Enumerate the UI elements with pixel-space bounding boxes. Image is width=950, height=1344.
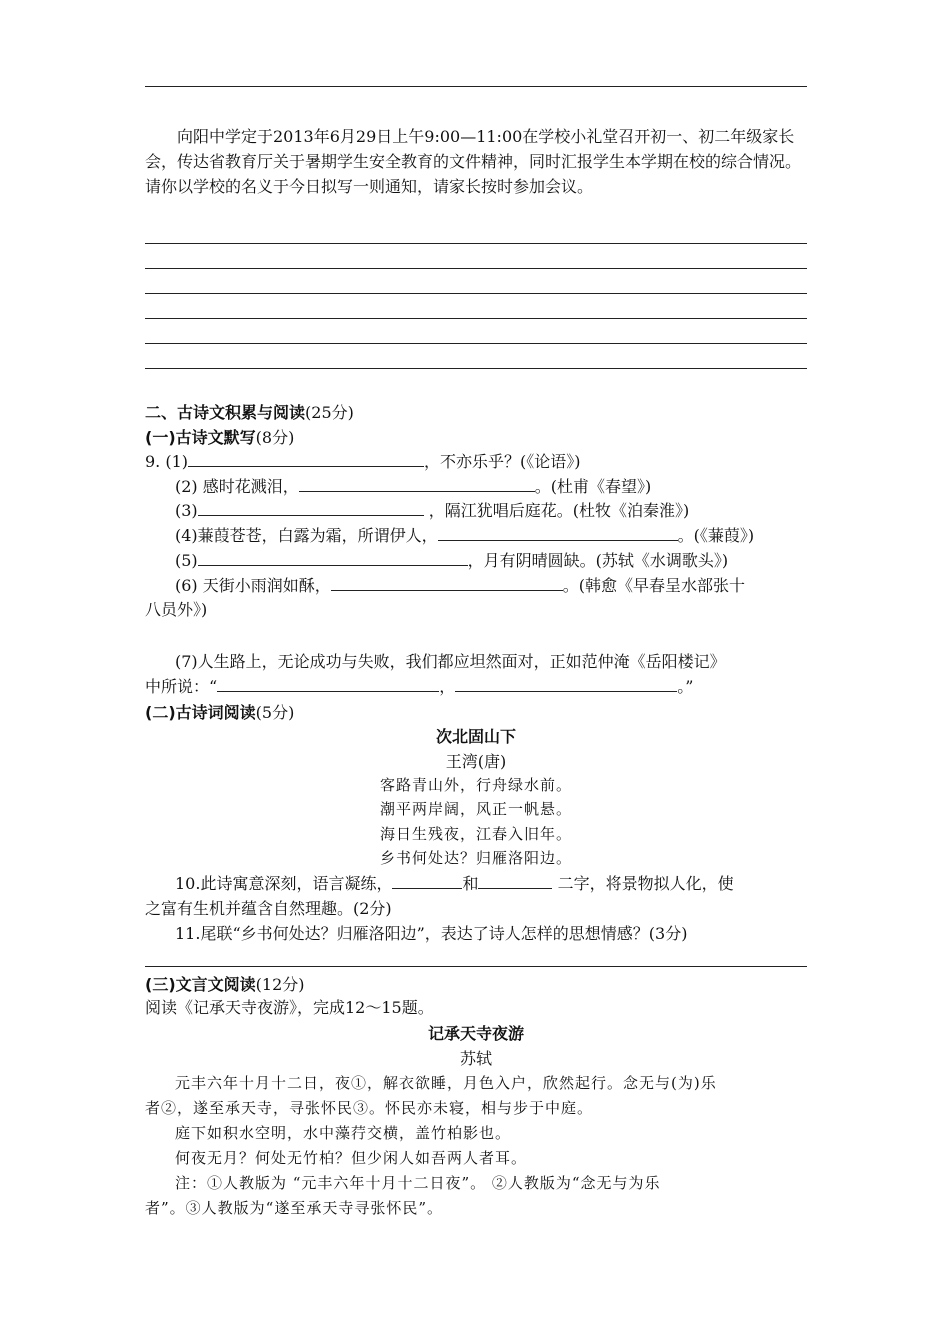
fill-blank[interactable] — [198, 549, 468, 566]
section-2-heading: 二、古诗文积累与阅读(25分) — [145, 403, 354, 422]
fill-blank[interactable] — [299, 475, 535, 492]
poem-line: 海日生残夜，江春入旧年。 — [379, 825, 572, 843]
poem-line: 乡书何处达？归雁洛阳边。 — [379, 849, 572, 867]
intro-paragraph: 向阳中学定于2013年6月29日上午9:00—11:00在学校小礼堂召开初一、初二年级家长会，传达省教育厅关于暑期学生安全教育的文件精神，同时汇报学生本学期在校的综合情况。请你以学校的名义于今日拟写一则通知，请家长按时参加会议。 — [145, 127, 802, 196]
fill-blank[interactable] — [198, 499, 424, 516]
essay-paragraph: 者②，遂至承天寺，寻张怀民③。怀民亦未寝，相与步于中庭。 — [145, 1099, 594, 1117]
poem-line: 潮平两岸阔，风正一帆悬。 — [379, 800, 572, 818]
fill-blank[interactable] — [392, 872, 462, 889]
q9-item-5: (5) ，月有阴晴圆缺。(苏轼《水调歌头》) — [175, 551, 729, 570]
reading-instruction: 阅读《记承天寺夜游》，完成12～15题。 — [145, 998, 434, 1017]
sub-2-heading: (二)古诗词阅读(5分) — [145, 703, 295, 722]
essay-title: 记承天寺夜游 — [427, 1024, 524, 1043]
answer-line — [145, 243, 807, 244]
q9-item-3: (3) ，隔江犹唱后庭花。(杜牧《泊秦淮》) — [175, 501, 690, 520]
fill-blank[interactable] — [331, 574, 563, 591]
q11: 11.尾联“乡书何处达？归雁洛阳边”，表达了诗人怎样的思想情感？(3分) — [175, 924, 688, 943]
essay-note: 者”。③人教版为“遂至承天寺寻张怀民”。 — [145, 1199, 444, 1217]
sub-3-heading: (三)文言文阅读(12分) — [145, 975, 305, 994]
q9-item-6-cont: 八员外》) — [145, 600, 208, 619]
essay-paragraph: 元丰六年十月十二日，夜①，解衣欲睡，月色入户，欣然起行。念无与(为)乐 — [175, 1074, 717, 1092]
essay-author: 苏轼 — [459, 1049, 492, 1068]
fill-blank[interactable] — [455, 675, 677, 692]
poem-author: 王湾(唐) — [445, 752, 507, 771]
sub-1-heading: (一)古诗文默写(8分) — [145, 428, 295, 447]
answer-line — [145, 368, 807, 369]
q9-item-4: (4)蒹葭苍苍，白露为霜，所谓伊人， 。(《蒹葭》) — [175, 526, 755, 545]
fill-blank[interactable] — [438, 524, 678, 541]
answer-line — [145, 293, 807, 294]
q9-item-6: (6) 天街小雨润如酥， 。(韩愈《早春呈水部张十 — [175, 576, 746, 595]
q11-answer-line — [145, 966, 807, 967]
poem-line: 客路青山外，行舟绿水前。 — [379, 776, 572, 794]
fill-blank[interactable] — [188, 450, 424, 467]
q9-item-7: (7)人生路上，无论成功与失败，我们都应坦然面对，正如范仲淹《岳阳楼记》 — [175, 652, 726, 671]
poem-title: 次北固山下 — [435, 727, 516, 746]
q9-item-1: 9. (1) ，不亦乐乎？(《论语》) — [145, 452, 581, 471]
answer-lines — [145, 243, 807, 393]
fill-blank[interactable] — [478, 872, 552, 889]
essay-paragraph: 庭下如积水空明，水中藻荇交横，盖竹柏影也。 — [175, 1124, 512, 1142]
q10: 10.此诗寓意深刻，语言凝练， 和 二字，将景物拟人化，使 — [175, 874, 734, 893]
fill-blank[interactable] — [217, 675, 439, 692]
top-divider — [145, 86, 807, 87]
essay-note: 注：①人教版为 “元丰六年十月十二日夜”。 ②人教版为“念无与为乐 — [175, 1174, 661, 1192]
essay-paragraph: 何夜无月？何处无竹柏？但少闲人如吾两人者耳。 — [175, 1149, 528, 1167]
answer-line — [145, 268, 807, 269]
q9-item-7-blanks: 中所说：“ ， 。” — [145, 677, 694, 696]
q10-cont: 之富有生机并蕴含自然理趣。(2分) — [145, 899, 392, 918]
answer-line — [145, 318, 807, 319]
answer-line — [145, 343, 807, 344]
q9-item-2: (2) 感时花溅泪， 。(杜甫《春望》) — [175, 477, 652, 496]
